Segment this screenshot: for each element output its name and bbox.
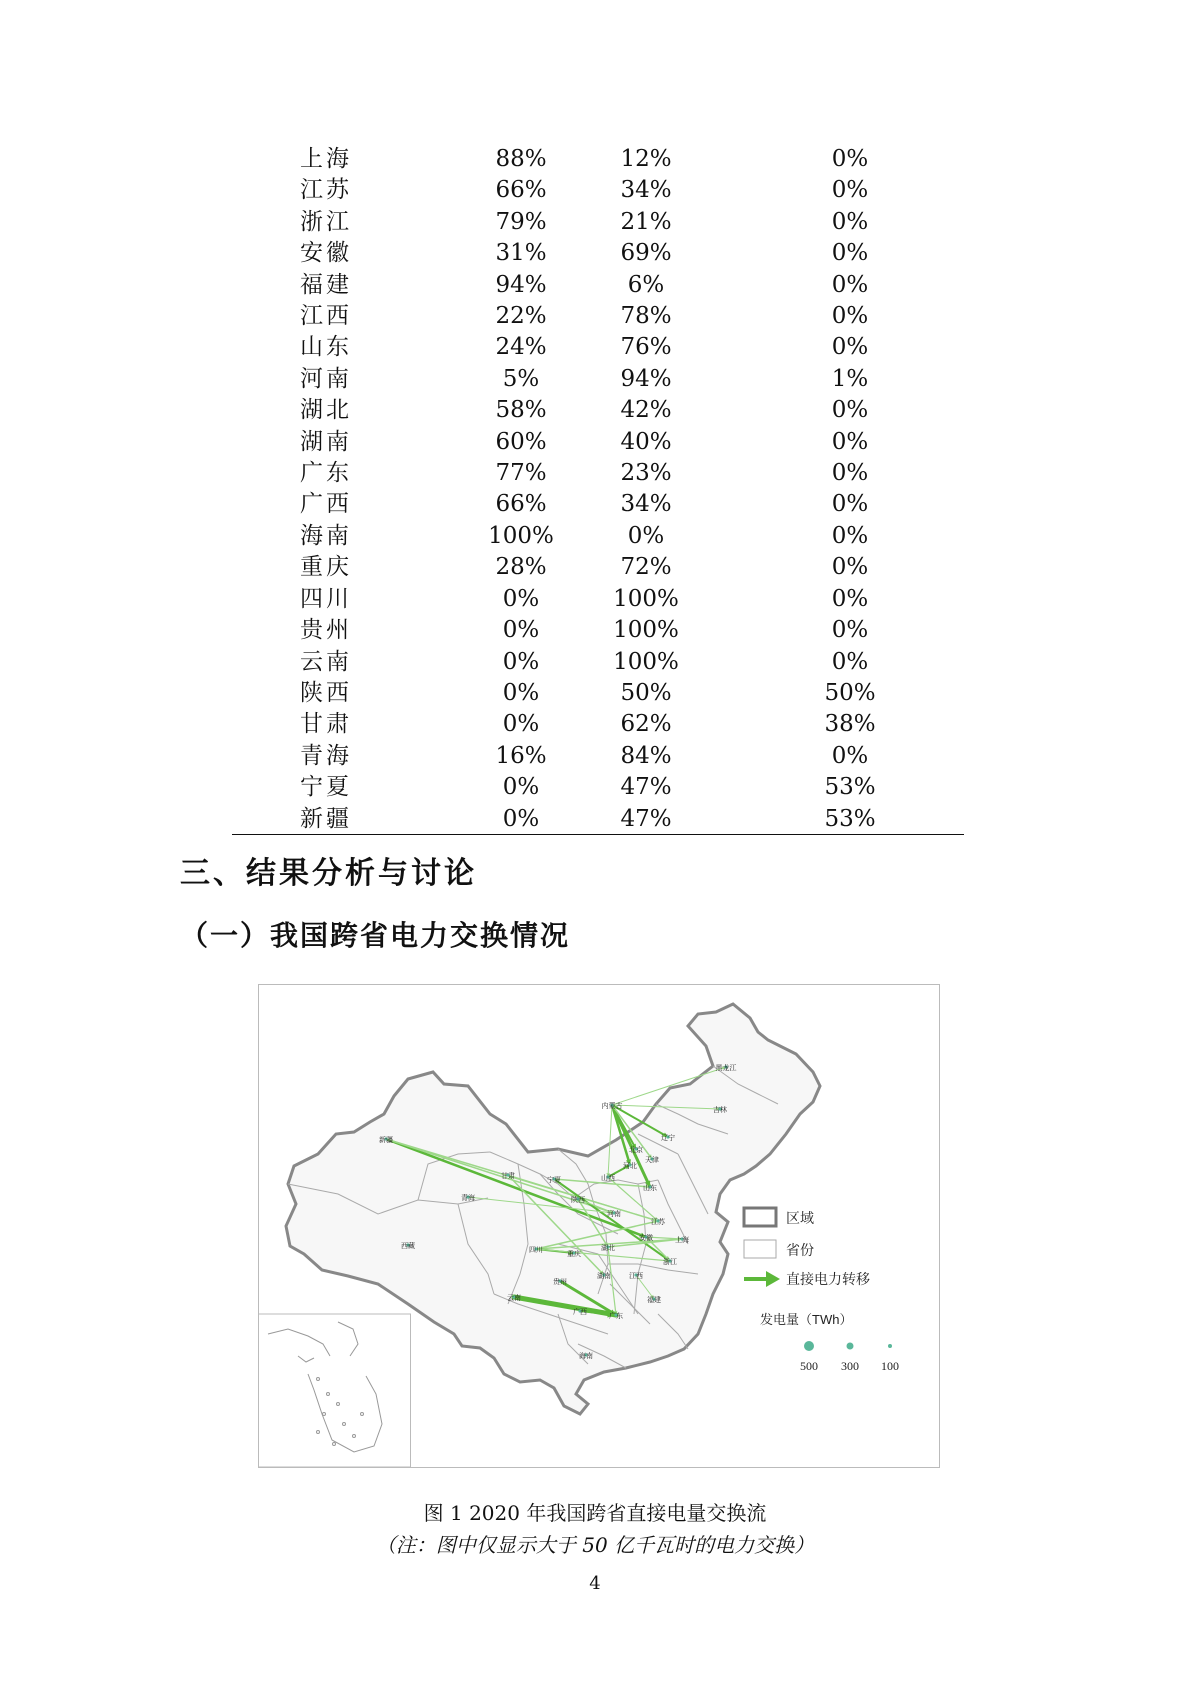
share-col3-cell: 53% (824, 774, 876, 801)
page-number: 4 (589, 1573, 601, 1594)
map-label-jilin: 吉林 (713, 1107, 727, 1114)
share-col2-cell: 0% (627, 522, 665, 549)
share-col2-cell: 100% (613, 585, 679, 612)
map-label-guangdong: 广东 (609, 1313, 623, 1320)
share-col3-cell: 38% (824, 711, 876, 738)
share-col2-cell: 6% (627, 271, 665, 298)
table-row (232, 615, 964, 646)
province-name-cell: 甘肃 (300, 711, 352, 738)
share-col3-cell: 0% (831, 617, 869, 644)
share-col3-cell: 0% (831, 240, 869, 267)
map-label-hebei: 河北 (623, 1163, 637, 1170)
map-label-gansu: 甘肃 (501, 1173, 515, 1180)
figure-caption: 图 1 2020 年我国跨省直接电量交换流 (423, 1501, 767, 1525)
share-col2-cell: 62% (620, 711, 672, 738)
map-label-beijing: 北京 (629, 1147, 643, 1154)
share-col3-cell: 0% (831, 146, 869, 172)
share-col2-cell: 47% (620, 774, 672, 801)
share-col3-cell: 0% (831, 460, 869, 487)
share-col1-cell: 5% (502, 365, 540, 392)
table-row (232, 144, 964, 175)
share-col3-cell: 0% (831, 648, 869, 675)
share-col3-cell: 0% (831, 208, 869, 235)
figure-note: （注：图中仅显示大于 50 亿千瓦时的电力交换） (375, 1533, 815, 1557)
share-col1-cell: 77% (495, 460, 547, 487)
table-row (232, 647, 964, 678)
share-col3-cell: 0% (831, 554, 869, 581)
share-col1-cell: 66% (495, 177, 547, 204)
table-row (232, 741, 964, 772)
subsection-heading: （一）我国跨省电力交换情况 (180, 919, 571, 952)
legend-generation-title: 发电量（TWh） (760, 1312, 853, 1327)
table-row (232, 207, 964, 238)
share-col2-cell: 84% (620, 742, 672, 769)
map-label-fujian: 福建 (647, 1297, 661, 1304)
legend-size-300: 300 (841, 1359, 859, 1373)
map-label-xizang: 西藏 (401, 1243, 415, 1250)
map-label-chongqing: 重庆 (567, 1251, 581, 1258)
share-col1-cell: 0% (502, 711, 540, 738)
province-name-cell: 新疆 (300, 805, 352, 832)
share-col2-cell: 23% (620, 460, 672, 487)
share-col2-cell: 12% (620, 146, 672, 172)
map-label-guangxi: 广西 (573, 1309, 587, 1316)
share-col2-cell: 21% (620, 208, 672, 235)
province-name-cell: 海南 (300, 522, 352, 549)
map-label-tianjin: 天津 (645, 1157, 659, 1164)
legend-circle-500 (804, 1341, 814, 1351)
share-col2-cell: 78% (620, 303, 672, 330)
share-col1-cell: 88% (495, 146, 547, 172)
table-row (232, 804, 964, 835)
province-name-cell: 上海 (300, 146, 352, 172)
share-col1-cell: 100% (488, 522, 554, 549)
share-col3-cell: 0% (831, 271, 869, 298)
table-row (232, 332, 964, 363)
legend-region-label: 区域 (786, 1210, 814, 1226)
china-map-svg (258, 984, 940, 1468)
province-name-cell: 陕西 (300, 679, 352, 706)
table-row (232, 301, 964, 332)
map-label-hainan: 海南 (579, 1353, 593, 1360)
province-name-cell: 湖北 (300, 397, 352, 424)
province-name-cell: 山东 (300, 334, 352, 361)
share-col1-cell: 58% (495, 397, 547, 424)
province-name-cell: 广东 (300, 460, 352, 487)
map-label-hunan: 湖南 (597, 1273, 611, 1280)
share-col3-cell: 0% (831, 334, 869, 361)
share-col3-cell: 1% (831, 365, 869, 392)
map-label-zhejiang: 浙江 (663, 1259, 677, 1266)
table-row (232, 175, 964, 206)
province-name-cell: 江西 (300, 303, 352, 330)
table-row (232, 584, 964, 615)
share-col1-cell: 16% (495, 742, 547, 769)
table-bottom-rule (232, 834, 964, 835)
share-col2-cell: 100% (613, 617, 679, 644)
map-label-shandong: 山东 (643, 1185, 657, 1192)
share-col1-cell: 31% (495, 240, 547, 267)
map-label-henan: 河南 (607, 1211, 621, 1218)
share-col2-cell: 76% (620, 334, 672, 361)
table-row (232, 552, 964, 583)
province-name-cell: 重庆 (300, 554, 352, 581)
share-col3-cell: 0% (831, 177, 869, 204)
table-row (232, 270, 964, 301)
legend-region-swatch (744, 1208, 776, 1226)
map-label-heilongjiang: 黑龙江 (715, 1065, 737, 1072)
share-col3-cell: 0% (831, 303, 869, 330)
share-col3-cell: 0% (831, 428, 869, 455)
map-label-shanxi: 山西 (601, 1175, 615, 1182)
share-col1-cell: 0% (502, 679, 540, 706)
share-col3-cell: 0% (831, 397, 869, 424)
share-col2-cell: 47% (620, 805, 672, 832)
section-heading: 三、结果分析与讨论 (180, 856, 477, 891)
map-label-jiangxi: 江西 (629, 1273, 643, 1280)
share-col1-cell: 0% (502, 617, 540, 644)
share-col2-cell: 34% (620, 177, 672, 204)
share-col1-cell: 79% (495, 208, 547, 235)
map-label-neimenggu: 内蒙古 (601, 1103, 623, 1110)
map-label-qinghai: 青海 (461, 1195, 475, 1202)
share-col1-cell: 0% (502, 805, 540, 832)
map-label-sichuan: 四川 (529, 1247, 543, 1254)
legend-circle-300 (847, 1343, 854, 1350)
province-name-cell: 广西 (300, 491, 352, 518)
legend-transfer-label: 直接电力转移 (786, 1271, 870, 1287)
share-col1-cell: 66% (495, 491, 547, 518)
province-name-cell: 浙江 (300, 208, 352, 235)
table-row (232, 395, 964, 426)
legend-province-swatch (744, 1240, 776, 1258)
legend-circle-100 (888, 1344, 892, 1348)
share-col2-cell: 100% (613, 648, 679, 675)
share-col3-cell: 0% (831, 742, 869, 769)
province-name-cell: 云南 (300, 648, 352, 675)
table-body (232, 144, 964, 835)
province-name-cell: 安徽 (300, 240, 352, 267)
share-col3-cell: 0% (831, 585, 869, 612)
map-label-hubei: 湖北 (601, 1245, 615, 1252)
province-name-cell: 宁夏 (300, 774, 352, 801)
share-col2-cell: 40% (620, 428, 672, 455)
legend-size-500: 500 (800, 1359, 818, 1373)
map-label-shanghai: 上海 (675, 1237, 689, 1244)
province-name-cell: 江苏 (300, 177, 352, 204)
table-row (232, 678, 964, 709)
map-label-liaoning: 辽宁 (661, 1135, 675, 1142)
province-name-cell: 湖南 (300, 428, 352, 455)
share-col3-cell: 0% (831, 522, 869, 549)
map-label-ningxia: 宁夏 (547, 1177, 561, 1184)
table-row (232, 364, 964, 395)
table-row (232, 238, 964, 269)
share-col1-cell: 0% (502, 585, 540, 612)
map-label-jiangsu: 江苏 (651, 1219, 665, 1226)
share-col1-cell: 0% (502, 648, 540, 675)
share-col1-cell: 94% (495, 271, 547, 298)
share-col1-cell: 24% (495, 334, 547, 361)
inset-frame (259, 1314, 411, 1467)
share-col2-cell: 42% (620, 397, 672, 424)
table-row (232, 427, 964, 458)
province-share-table (232, 144, 964, 835)
data-table-wrap (232, 144, 964, 835)
share-col2-cell: 69% (620, 240, 672, 267)
share-col1-cell: 0% (502, 774, 540, 801)
map-label-shaanxi: 陕西 (571, 1197, 585, 1204)
share-col1-cell: 60% (495, 428, 547, 455)
province-name-cell: 贵州 (300, 617, 352, 644)
share-col2-cell: 94% (620, 365, 672, 392)
map-label-anhui: 安徽 (639, 1235, 653, 1242)
province-name-cell: 四川 (300, 585, 352, 612)
table-row (232, 489, 964, 520)
share-col2-cell: 50% (620, 679, 672, 706)
share-col3-cell: 50% (824, 679, 876, 706)
share-col2-cell: 34% (620, 491, 672, 518)
table-row (232, 521, 964, 552)
legend-province-label: 省份 (786, 1242, 814, 1258)
table-row (232, 458, 964, 489)
map-figure (258, 984, 940, 1468)
share-col3-cell: 53% (824, 805, 876, 832)
province-name-cell: 福建 (300, 271, 352, 298)
table-row (232, 772, 964, 803)
map-label-xinjiang: 新疆 (379, 1137, 393, 1144)
share-col1-cell: 28% (495, 554, 547, 581)
province-name-cell: 青海 (300, 742, 352, 769)
table-row (232, 709, 964, 740)
province-name-cell: 河南 (300, 365, 352, 392)
share-col3-cell: 0% (831, 491, 869, 518)
share-col1-cell: 22% (495, 303, 547, 330)
share-col2-cell: 72% (620, 554, 672, 581)
map-label-guizhou: 贵州 (553, 1279, 567, 1286)
legend-size-100: 100 (881, 1359, 899, 1373)
map-label-yunnan: 云南 (507, 1295, 521, 1302)
